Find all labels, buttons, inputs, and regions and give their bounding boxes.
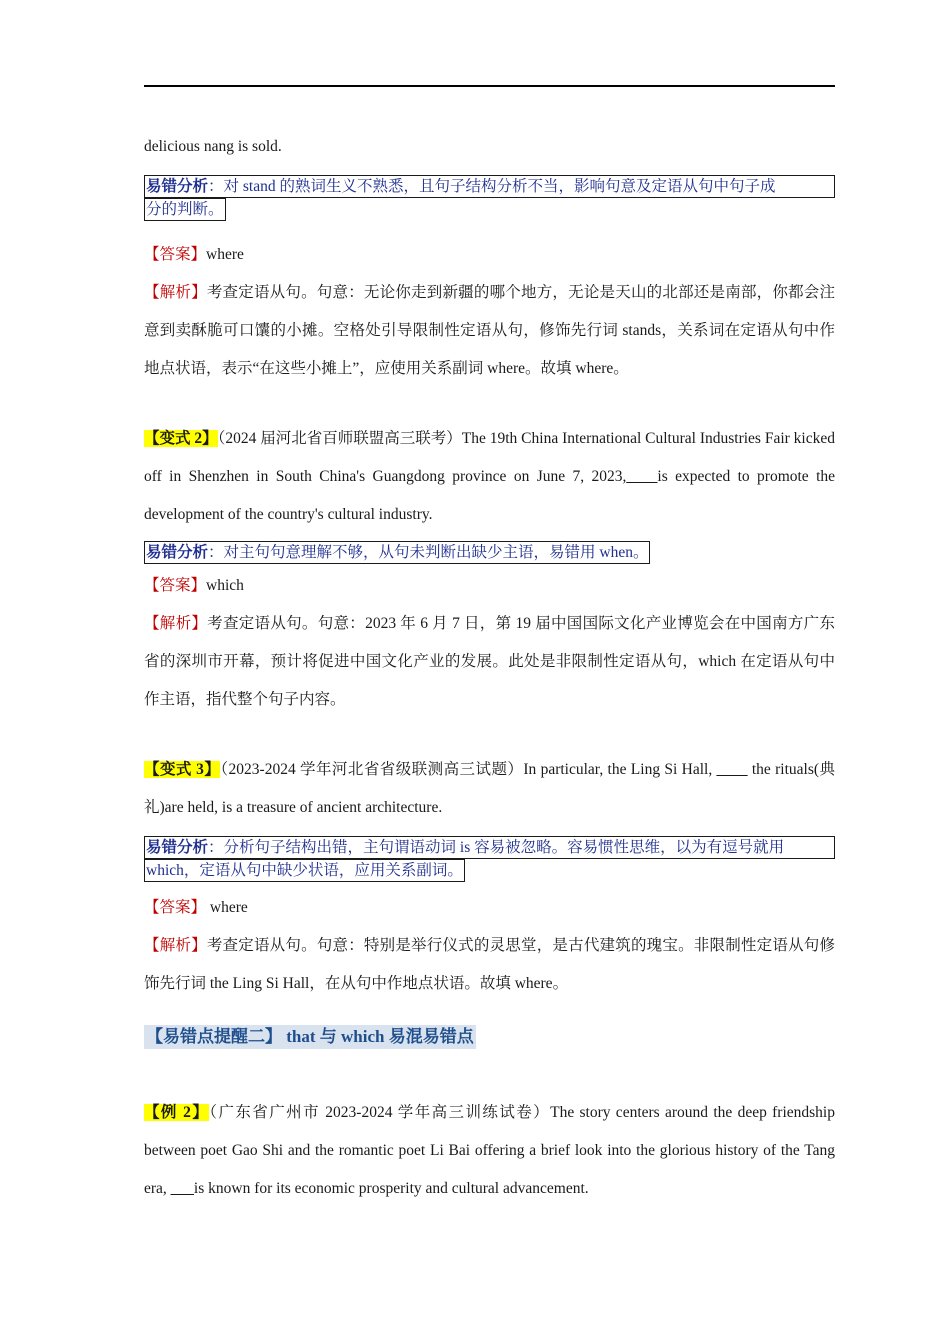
variant-3-error-box-cont xyxy=(144,859,465,882)
error-analysis-label: 易错分析 xyxy=(146,178,209,195)
variant-3-question xyxy=(144,751,835,827)
variant-2-answer-tag: 【答案】 xyxy=(144,577,207,594)
example-2-text-b: is known for its economic prosperity and cultural advancement. xyxy=(193,1180,589,1197)
variant-2-analysis-tag: 【解析】 xyxy=(144,615,208,632)
error-analysis-text-cont: 分的判断。 xyxy=(146,201,224,218)
variant-3-analysis xyxy=(144,927,835,1003)
variant-3-tag: 【变式 3】 xyxy=(144,761,221,778)
variant-3-text-a: In particular, the Ling Si Hall, xyxy=(523,761,713,778)
example-2-text-a: The story centers around the deep friendship between poet Gao Shi and the romantic poet Li Bai offering a brief look into the glorious history of the Tang era, xyxy=(144,1104,835,1197)
section-heading-wrap xyxy=(144,1025,835,1049)
variant-2-question xyxy=(144,420,835,534)
analysis-para xyxy=(144,274,835,388)
variant-3-error-text-cont: which，定语从句中缺少状语，应用关系副词。 xyxy=(146,862,463,879)
error-analysis-box-cont xyxy=(144,198,226,221)
variant-2-analysis-text: 考查定语从句。句意：2023 年 6 月 7 日，第 19 届中国国际文化产业博览会在中国南方广东省的深圳市开幕，预计将促进中国文化产业的发展。此处是非限制性定语从句，which 在定语从句中作主语，指代整个句子内容。 xyxy=(144,615,835,708)
variant-2-tag: 【变式 2】 xyxy=(144,430,218,447)
variant-2-text-a: The 19th China International Cultural Industries Fair kicked off in Shenzhen in South China's Guangdong province on June 7, 2023, xyxy=(144,430,835,485)
variant-2-error-box xyxy=(144,541,650,564)
document-body xyxy=(144,128,835,1208)
variant-2-answer-value: which xyxy=(206,577,244,594)
header-rule xyxy=(144,85,835,87)
analysis-tag: 【解析】 xyxy=(144,284,207,301)
answer-line xyxy=(144,236,835,274)
example-2-blank: ___ xyxy=(170,1180,194,1197)
variant-3-answer-tag: 【答案】 xyxy=(144,899,207,916)
variant-3-error-label: 易错分析 xyxy=(146,839,209,856)
variant-2-analysis xyxy=(144,605,835,719)
question-tail: delicious nang is sold. xyxy=(144,138,282,155)
variant-2-error-text: ：对主句句意理解不够，从句未判断出缺少主语，易错用 when。 xyxy=(208,544,649,561)
error-analysis-box xyxy=(144,175,835,198)
variant-3-analysis-tag: 【解析】 xyxy=(144,937,207,954)
answer-value: where xyxy=(206,246,244,263)
answer-tag: 【答案】 xyxy=(144,246,207,263)
variant-2-blank: ____ xyxy=(626,468,658,485)
variant-3-blank: ____ xyxy=(716,761,748,778)
variant-3-text-b: the rituals(典礼)are held, is a treasure of ancient architecture. xyxy=(144,761,835,816)
variant-3-answer-value: where xyxy=(209,899,248,916)
variant-2-error-label: 易错分析 xyxy=(146,544,209,561)
section-heading: 【易错点提醒二】 that 与 which 易混易错点 xyxy=(144,1025,476,1049)
variant-2-source: （2024 届河北省百师联盟高三联考） xyxy=(217,430,462,447)
variant-2-answer xyxy=(144,567,835,605)
variant-3-error-box xyxy=(144,836,835,859)
example-2-tag: 【例 2】 xyxy=(144,1104,210,1121)
analysis-text: 考查定语从句。句意：无论你走到新疆的哪个地方，无论是天山的北部还是南部，你都会注意到卖酥脆可口馕的小摊。空格处引导限制性定语从句，修饰先行词 stands，关系词在定语从句中作地点状语，表示“在这些小摊上”，应使用关系副词 where。故填 where。 xyxy=(144,284,835,377)
variant-2-text-b: is expected to promote the development of the country's cultural industry. xyxy=(144,468,836,523)
variant-3-error-text: ：分析句子结构出错，主句谓语动词 is 容易被忽略。容易惯性思维，以为有逗号就用 xyxy=(208,839,785,856)
variant-3-analysis-text: 考查定语从句。句意：特别是举行仪式的灵思堂，是古代建筑的瑰宝。非限制性定语从句修饰先行词 the Ling Si Hall，在从句中作地点状语。故填 where。 xyxy=(144,937,835,992)
variant-3-answer xyxy=(144,889,835,927)
example-2-question xyxy=(144,1094,835,1208)
variant-3-source: （2023-2024 学年河北省省级联测高三试题） xyxy=(220,761,524,778)
error-analysis-text: ：对 stand 的熟词生义不熟悉，且句子结构分析不当，影响句意及定语从句中句子成 xyxy=(208,178,776,195)
example-2-source: （广东省广州市 2023-2024 学年高三训练试卷） xyxy=(209,1104,551,1121)
